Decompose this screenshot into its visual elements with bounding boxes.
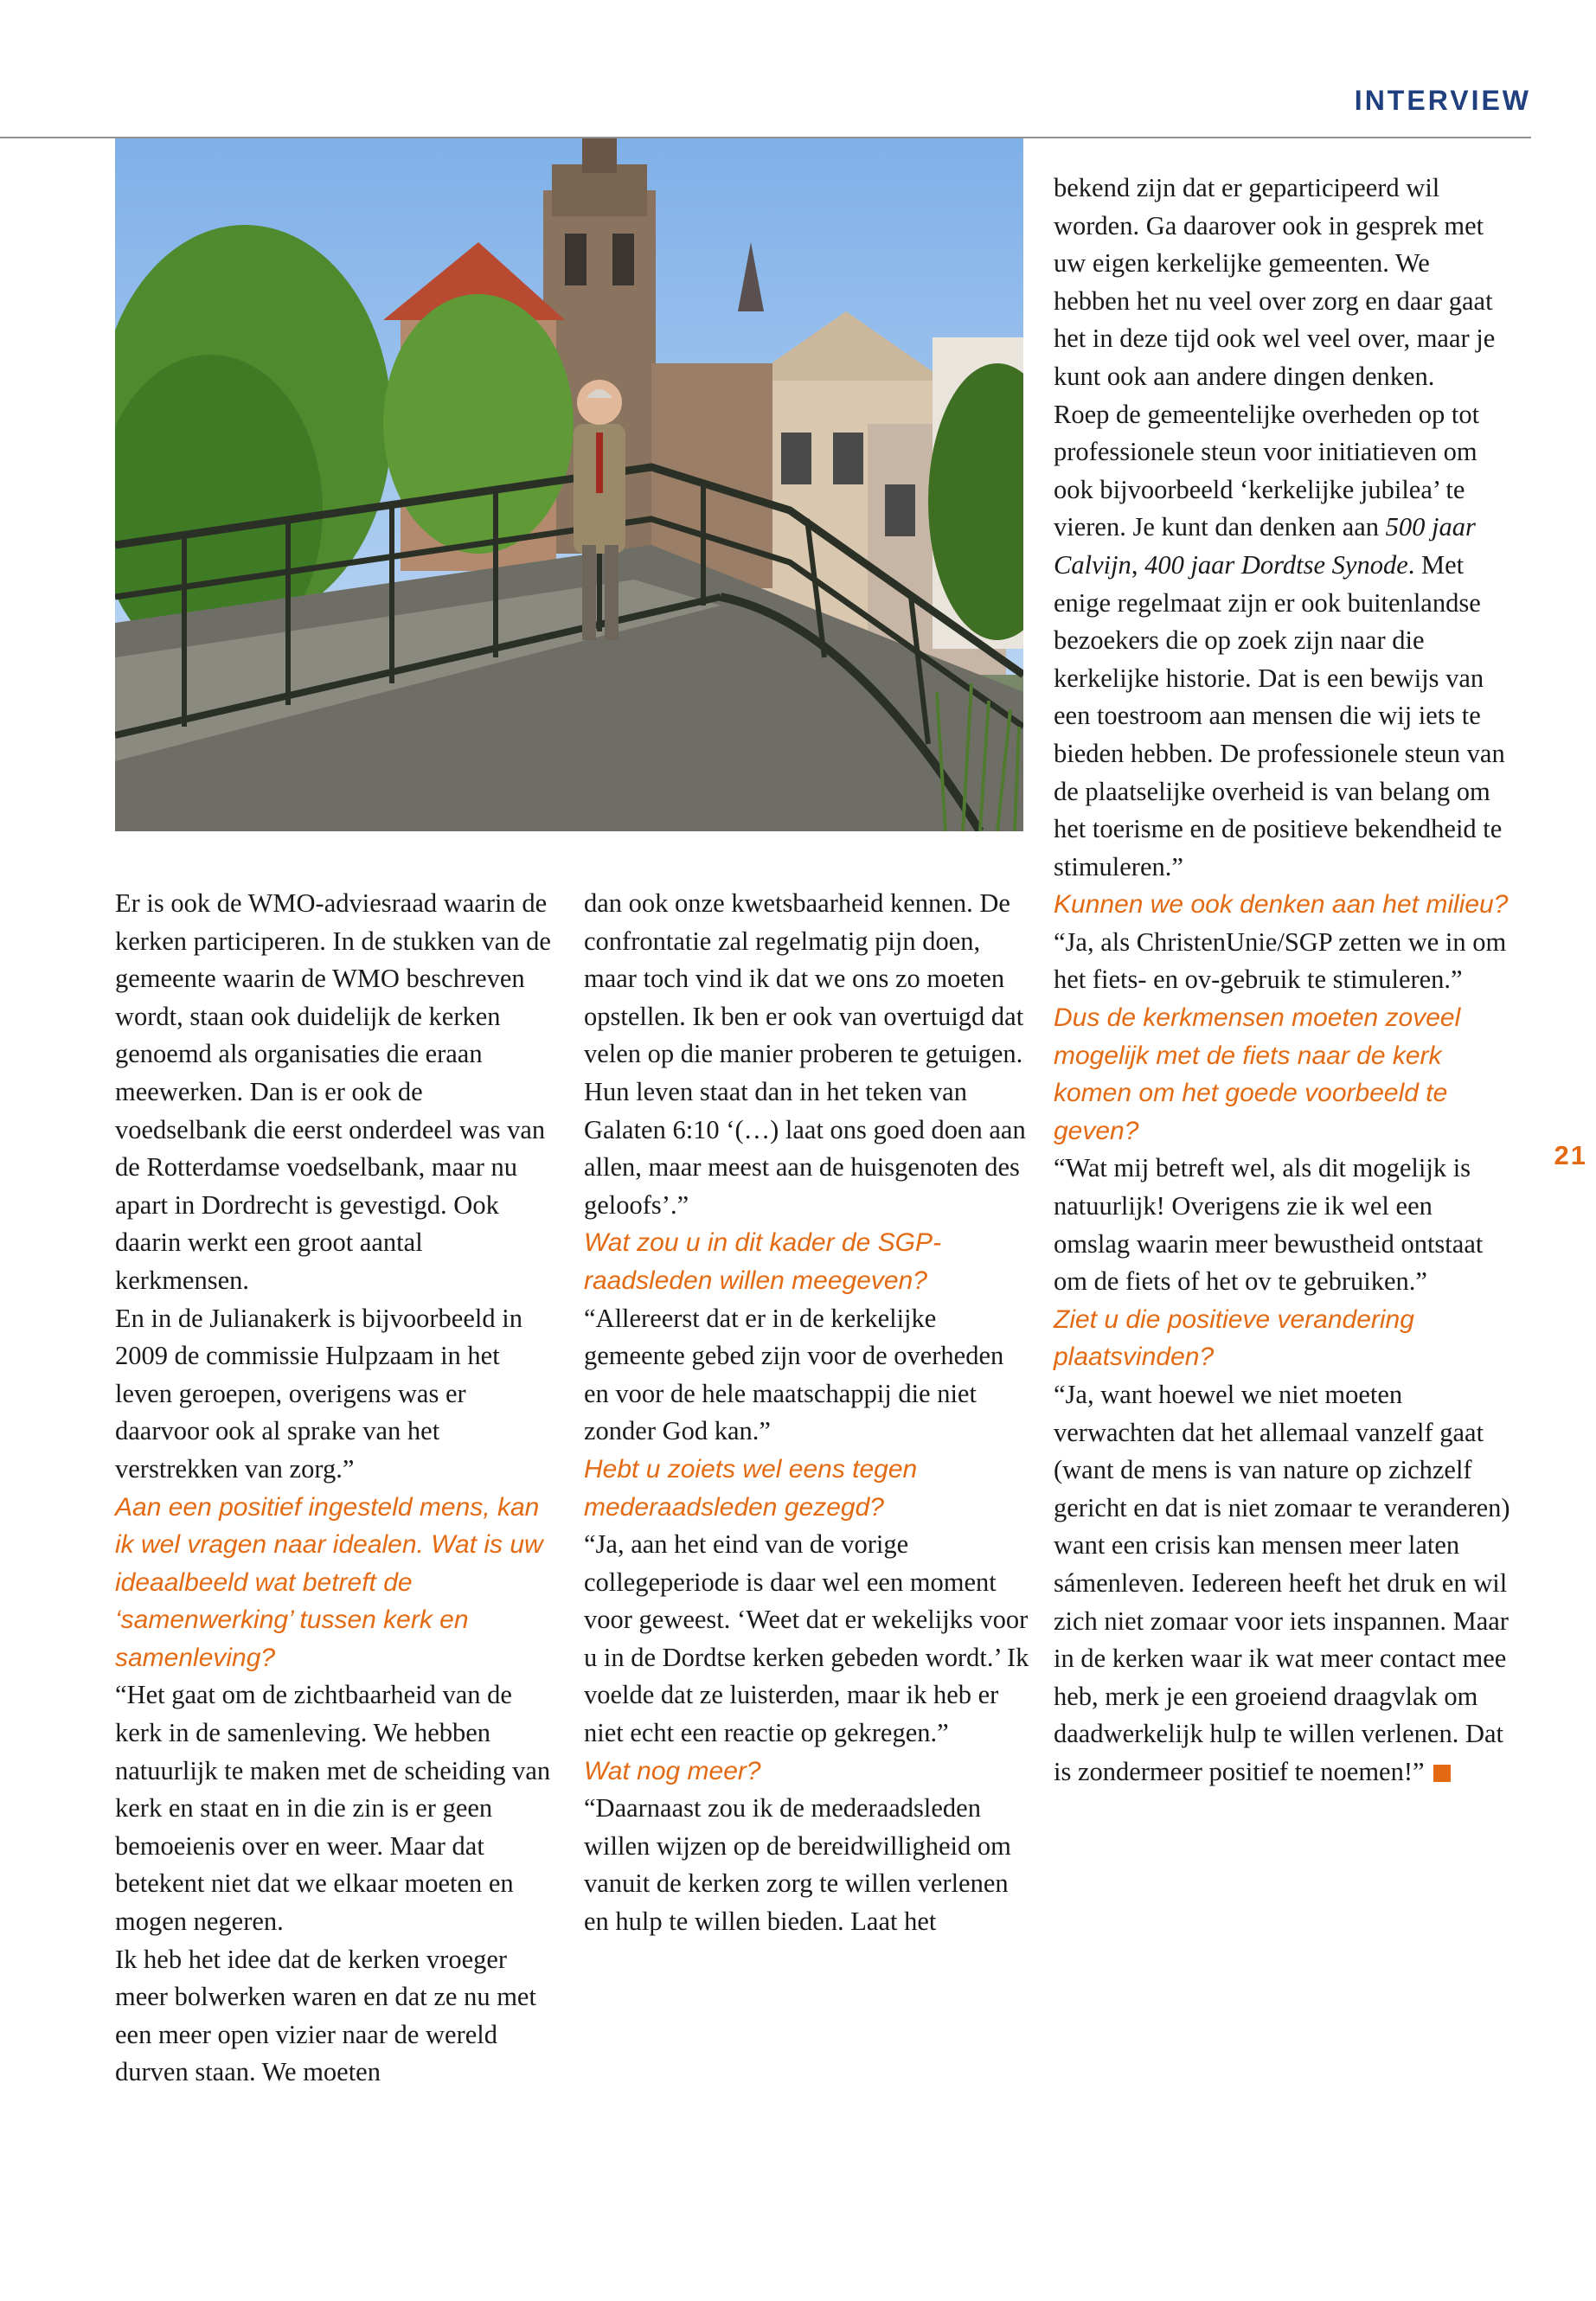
answer-paragraph: “Daarnaast zou ik de mederaadsleden willen wijzen op de bereidwilligheid om vanuit de kerken zorg te willen verlenen en hulp te willen bieden. Laat het (584, 1793, 1011, 1937)
section-label: INTERVIEW (1354, 85, 1531, 116)
paragraph: Er is ook de WMO-adviesraad waarin de kerken participeren. In de stukken van de gemeente waarin de WMO beschreven wordt, staan ook duidelijk de kerken genoemd als organisaties die eraan meewerken. Dan is er ook de voedselbank die eerst onderdeel was van de Rotterdamse voedselbank, maar nu apart in Dordrecht is gevestigd. Ook daarin werkt een groot aantal kerkmensen. (115, 888, 551, 1295)
answer-paragraph: Ik heb het idee dat de kerken vroeger meer bolwerken waren en dat ze nu met een meer open vizier naar de wereld durven staan. We moeten (115, 1944, 536, 2087)
text-run: , (1131, 549, 1145, 580)
answer-paragraph: “Ja, als ChristenUnie/SGP zetten we in om het fiets- en ov-gebruik te stimuleren.” (1054, 926, 1507, 995)
bridge-photo-icon (115, 138, 1023, 831)
answer-paragraph: “Ja, aan het eind van de vorige collegeperiode is daar wel een moment voor geweest. ‘Weet dat er wekelijks voor u in de Dordtse kerken gebeden wordt.’ Ik voelde dat ze luisterden, maar ik heb er niet echt een reactie op gekregen.” (584, 1529, 1029, 1748)
interview-question: Hebt u zoiets wel eens tegen mederaadsleden gezegd? (584, 1454, 918, 1522)
answer-paragraph: “Wat mij betreft wel, als dit mogelijk is natuurlijk! Overigens zie ik wel een omslag waarin meer bewustheid ontstaat om de fiets of het ov te gebruiken.” (1054, 1153, 1484, 1297)
interview-question: Wat nog meer? (584, 1756, 761, 1785)
page-number: 21 (1554, 1140, 1587, 1170)
column-3 (1054, 170, 1512, 1791)
text-run: . Met enige regelmaat zijn er ook buitenlandse bezoekers die op zoek zijn naar die kerkelijke historie. Dat is een bewijs van een toestroom aan mensen die wij iets te bieden hebben. De professionele steun van de plaatselijke overheid is van belang om het toerisme en de positieve bekendheid te stimuleren.” (1054, 549, 1505, 881)
paragraph: bekend zijn dat er geparticipeerd wil worden. Ga daarover ook in gesprek met uw eigen kerkelijke gemeenten. We hebben het nu veel over zorg en daar gaat het in deze tijd ook wel veel over, maar je kunt ook aan andere dingen denken. (1054, 173, 1496, 391)
interview-question: Wat zou u in dit kader de SGP-raadsleden willen meegeven? (584, 1228, 941, 1295)
interview-question: Dus de kerkmensen moeten zoveel mogelijk met de fiets naar de kerk komen om het goede voorbeeld te geven? (1054, 1003, 1461, 1145)
paragraph (1054, 396, 1512, 887)
interview-photo (115, 138, 1023, 831)
column-2 (584, 885, 1034, 1941)
answer-paragraph: “Het gaat om de zichtbaarheid van de kerk in de samenleving. We hebben natuurlijk te maken met de scheiding van kerk en staat en in die zin is er geen bemoeienis over en weer. Maar dat betekent niet dat we elkaar moeten en mogen negeren. (115, 1680, 551, 1937)
paragraph: dan ook onze kwetsbaarheid kennen. De confrontatie zal regelmatig pijn doen, maar toch vind ik dat we ons zo moeten opstellen. Ik ben er ook van overtuigd dat velen op die manier proberen te getuigen. Hun leven staat dan in het teken van Galaten 6:10 ‘(…) laat ons goed doen aan allen, maar meest aan de huisgenoten des geloofs’.” (584, 888, 1026, 1220)
answer-paragraph (1054, 1376, 1512, 1791)
text-run: Roep de gemeentelijke overheden op tot professionele steun voor initiatieven om ook bijvoorbeeld ‘kerkelijke jubilea’ te vieren. Je kunt dan denken aan (1054, 399, 1480, 542)
italic-title: 400 jaar Dordtse Synode (1144, 549, 1408, 580)
paragraph: En in de Julianakerk is bijvoorbeeld in 2009 de commissie Hulpzaam in het leven geroepen, overigens was er daarvoor ook al sprake van het verstrekken van zorg.” (115, 1303, 522, 1484)
italic-title: 500 jaar Calvijn (1054, 512, 1476, 580)
text-run: “Ja, want hoewel we niet moeten verwachten dat het allemaal vanzelf gaat (want de mens is van nature op zichzelf gericht en dat is niet zomaar te veranderen) want een crisis kan mensen meer laten sámenleven. Iedereen heeft het druk en wil zich niet zomaar voor iets inspannen. Maar in de kerken waar ik wat meer contact mee heb, merk je een groeiend draagvlak om daadwerkelijk hulp te willen verlenen. Dat is zondermeer positief te noemen!” (1054, 1380, 1510, 1786)
interview-question: Aan een positief ingesteld mens, kan ik wel vragen naar idealen. Wat is uw ideaalbeeld wat betreft de ‘samenwerking’ tussen kerk en samenleving? (115, 1492, 543, 1672)
interview-question: Ziet u die positieve verandering plaatsvinden? (1054, 1304, 1414, 1372)
interview-question: Kunnen we ook denken aan het milieu? (1054, 890, 1509, 920)
answer-paragraph: “Allereerst dat er in de kerkelijke gemeente gebed zijn voor de overheden en voor de hele maatschappij die niet zonder God kan.” (584, 1303, 1004, 1446)
end-square-icon (1433, 1765, 1451, 1782)
column-1 (115, 885, 556, 2092)
